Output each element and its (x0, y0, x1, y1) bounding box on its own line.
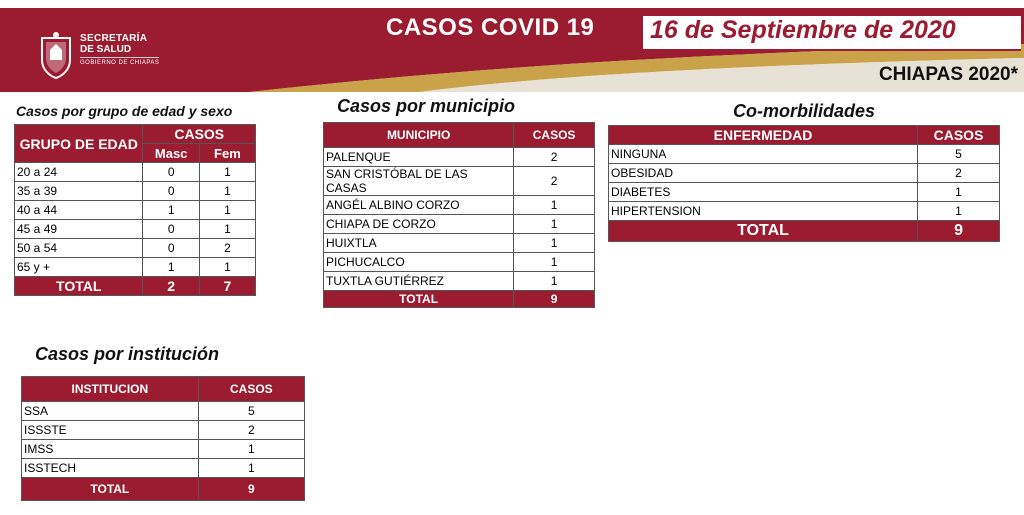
row-label: NINGUNA (609, 145, 918, 164)
row-value: 2 (514, 148, 595, 167)
row-label: HUIXTLA (324, 234, 514, 253)
row-value: 2 (918, 164, 1000, 183)
row-value: 0 (143, 163, 199, 182)
col-header-enfermedad: ENFERMEDAD (609, 126, 918, 145)
row-value: 1 (514, 234, 595, 253)
row-label: PICHUCALCO (324, 253, 514, 272)
row-value: 1 (514, 196, 595, 215)
table-row (15, 201, 256, 220)
logo-wordmark (80, 33, 159, 68)
row-label: 35 a 39 (15, 182, 143, 201)
total-label: TOTAL (22, 478, 199, 501)
row-value: 0 (143, 182, 199, 201)
row-value: 1 (143, 201, 199, 220)
comorbidity-section-title: Co-morbilidades (733, 101, 876, 121)
logo-line-1: SECRETARÍA (80, 33, 148, 44)
row-label: IMSS (22, 440, 199, 459)
row-label: SSA (22, 402, 199, 421)
row-value: 1 (514, 253, 595, 272)
table-row (15, 239, 256, 258)
state-seal-logo (38, 30, 74, 80)
row-label: ISSTECH (22, 459, 199, 478)
col-header-fem: Fem (199, 144, 255, 163)
total-label: TOTAL (609, 221, 918, 242)
row-value: 1 (198, 459, 304, 478)
row-label: PALENQUE (324, 148, 514, 167)
table-row (324, 215, 595, 234)
row-label: DIABETES (609, 183, 918, 202)
table-row (15, 258, 256, 277)
row-label: OBESIDAD (609, 164, 918, 183)
comorbidity-table (608, 125, 1000, 242)
table-row (22, 402, 305, 421)
table-row (22, 459, 305, 478)
state-label: CHIAPAS 2020* (878, 64, 1018, 85)
table-header-row (609, 126, 1000, 145)
institution-section-title: Casos por institución (35, 344, 220, 364)
row-label: 40 a 44 (15, 201, 143, 220)
table-row (324, 234, 595, 253)
total-row (609, 221, 1000, 242)
row-value: 1 (918, 183, 1000, 202)
table-row (609, 164, 1000, 183)
row-value: 0 (143, 239, 199, 258)
row-value: 1 (514, 272, 595, 291)
table-row (609, 145, 1000, 164)
table-row (324, 272, 595, 291)
total-row (15, 277, 256, 296)
row-value: 1 (199, 220, 255, 239)
table-row (324, 167, 595, 196)
row-label: ANGÉL ALBINO CORZO (324, 196, 514, 215)
table-row (324, 196, 595, 215)
table-header-row (324, 123, 595, 148)
table-header-row (22, 377, 305, 402)
col-header-group: GRUPO DE EDAD (15, 125, 143, 163)
row-label: HIPERTENSION (609, 202, 918, 221)
total-value: 9 (918, 221, 1000, 242)
row-value: 2 (514, 167, 595, 196)
table-row (324, 253, 595, 272)
col-header-casos: CASOS (198, 377, 304, 402)
row-label: 50 a 54 (15, 239, 143, 258)
total-label: TOTAL (324, 291, 514, 308)
row-label: 45 a 49 (15, 220, 143, 239)
row-label: 20 a 24 (15, 163, 143, 182)
table-row (324, 148, 595, 167)
total-value: 9 (514, 291, 595, 308)
total-row (22, 478, 305, 501)
institution-table (21, 376, 305, 501)
table-row (609, 202, 1000, 221)
row-value: 2 (198, 421, 304, 440)
col-header-cases: CASOS (143, 125, 256, 144)
age-section-title: Casos por grupo de edad y sexo (16, 103, 233, 119)
total-fem: 7 (199, 277, 255, 296)
col-header-municipio: MUNICIPIO (324, 123, 514, 148)
col-header-masc: Masc (143, 144, 199, 163)
col-header-casos: CASOS (514, 123, 595, 148)
row-value: 5 (918, 145, 1000, 164)
municipio-section-title: Casos por municipio (337, 96, 516, 116)
row-value: 1 (143, 258, 199, 277)
table-row (609, 183, 1000, 202)
table-row (15, 220, 256, 239)
page-title: CASOS COVID 19 (386, 14, 595, 41)
row-label: ISSSTE (22, 421, 199, 440)
row-label: SAN CRISTÓBAL DE LAS CASAS (324, 167, 514, 196)
municipio-table (323, 122, 595, 308)
row-value: 5 (198, 402, 304, 421)
table-row (15, 163, 256, 182)
logo-line-3: GOBIERNO DE CHIAPAS (80, 57, 159, 68)
table-row (22, 440, 305, 459)
col-header-casos: CASOS (918, 126, 1000, 145)
table-row (22, 421, 305, 440)
row-value: 0 (143, 220, 199, 239)
row-value: 1 (199, 201, 255, 220)
row-value: 1 (514, 215, 595, 234)
row-value: 1 (198, 440, 304, 459)
total-label: TOTAL (15, 277, 143, 296)
age-sex-table (14, 124, 256, 296)
col-header-institucion: INSTITUCION (22, 377, 199, 402)
row-label: TUXTLA GUTIÉRREZ (324, 272, 514, 291)
row-label: CHIAPA DE CORZO (324, 215, 514, 234)
total-row (324, 291, 595, 308)
logo-line-2: DE SALUD (80, 44, 132, 55)
table-row (15, 182, 256, 201)
row-label: 65 y + (15, 258, 143, 277)
row-value: 1 (199, 163, 255, 182)
row-value: 2 (199, 239, 255, 258)
total-masc: 2 (143, 277, 199, 296)
row-value: 1 (918, 202, 1000, 221)
row-value: 1 (199, 182, 255, 201)
row-value: 1 (199, 258, 255, 277)
report-date: 16 de Septiembre de 2020 (650, 16, 956, 44)
table-header-row (15, 125, 256, 144)
total-value: 9 (198, 478, 304, 501)
